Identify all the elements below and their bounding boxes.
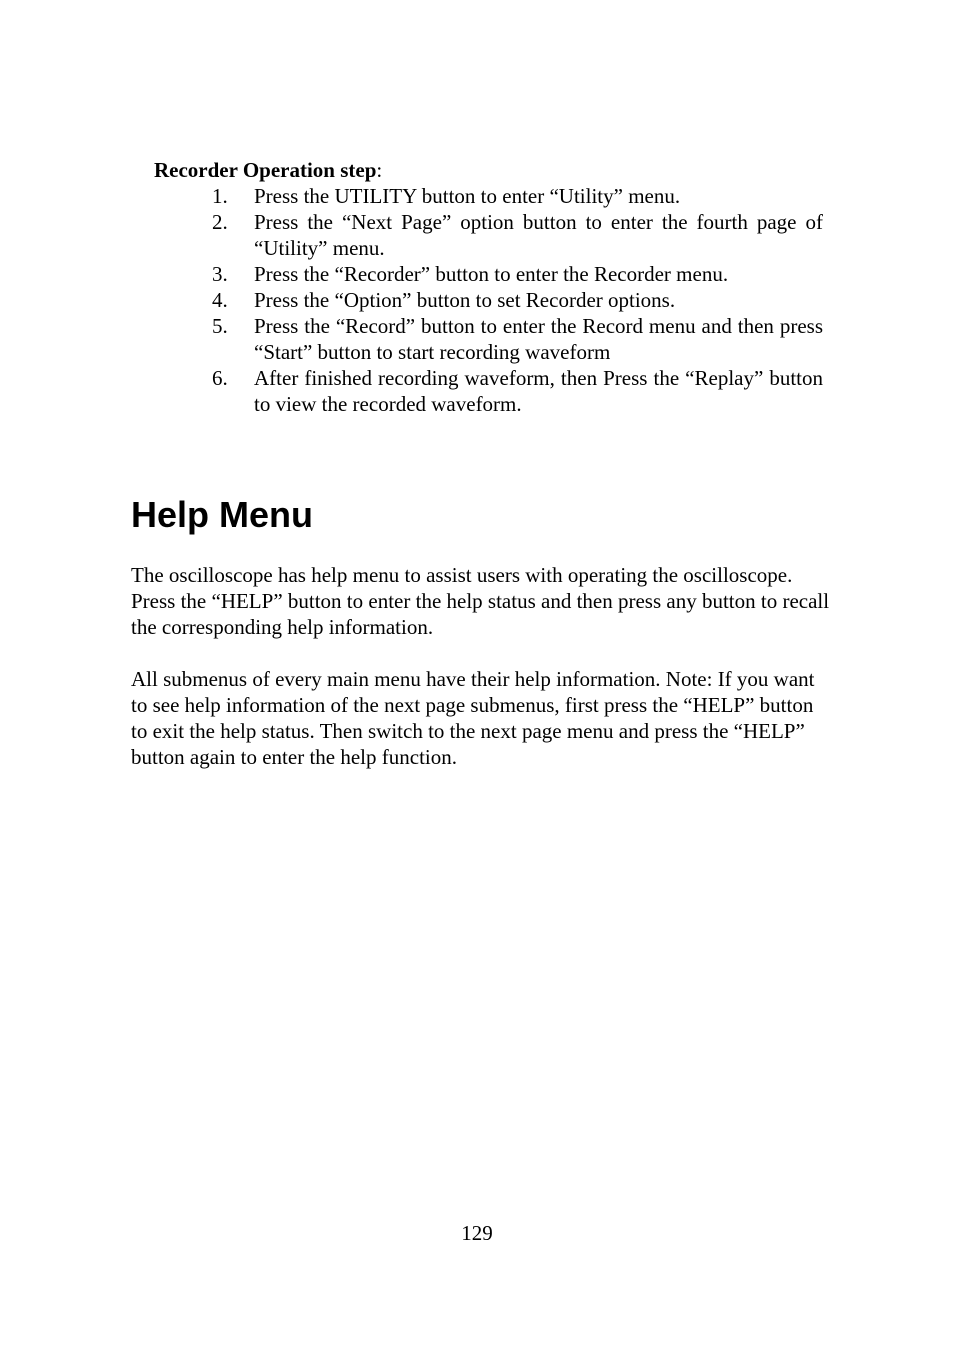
list-item (212, 261, 823, 287)
step-number: 6. (212, 366, 228, 390)
step-text: After finished recording waveform, then Press the “Replay” button to view the recorded waveform. (254, 366, 823, 416)
help-paragraph: Press the “HELP” button to enter the help status and then press any button to recall the corresponding help information. (131, 589, 830, 639)
recorder-steps-list (212, 183, 823, 417)
step-text: Press the “Next Page” option button to enter the fourth page of “Utility” menu. (254, 210, 823, 260)
step-text: Press the “Recorder” button to enter the Recorder menu. (254, 262, 729, 286)
step-number: 4. (212, 288, 228, 312)
step-number: 5. (212, 314, 228, 338)
list-item (212, 209, 823, 261)
help-paragraph: The oscilloscope has help menu to assist users with operating the oscilloscope. (131, 563, 793, 587)
recorder-heading-text: Recorder Operation step (154, 158, 377, 182)
list-item (212, 287, 823, 313)
help-menu-body (131, 562, 831, 770)
step-text: Press the “Record” button to enter the Record menu and then press “Start” button to start recording waveform (254, 314, 823, 364)
page-number: 129 (461, 1221, 493, 1245)
step-text: Press the “Option” button to set Recorder options. (254, 288, 676, 312)
step-number: 2. (212, 210, 228, 234)
list-item (212, 313, 823, 365)
step-number: 1. (212, 184, 228, 208)
help-menu-title: Help Menu (131, 494, 314, 535)
step-number: 3. (212, 262, 228, 286)
recorder-operation-heading (154, 157, 382, 183)
step-text: Press the UTILITY button to enter “Utility” menu. (254, 184, 681, 208)
recorder-heading-colon: : (376, 158, 383, 182)
list-item (212, 183, 823, 209)
help-paragraph: All submenus of every main menu have their help information. Note: If you want to see help information of the next page submenus, first press the “HELP” button to exit the help status. Then switch to the next page menu and press the “HELP” button again to enter the help function. (131, 667, 815, 769)
list-item (212, 365, 823, 417)
